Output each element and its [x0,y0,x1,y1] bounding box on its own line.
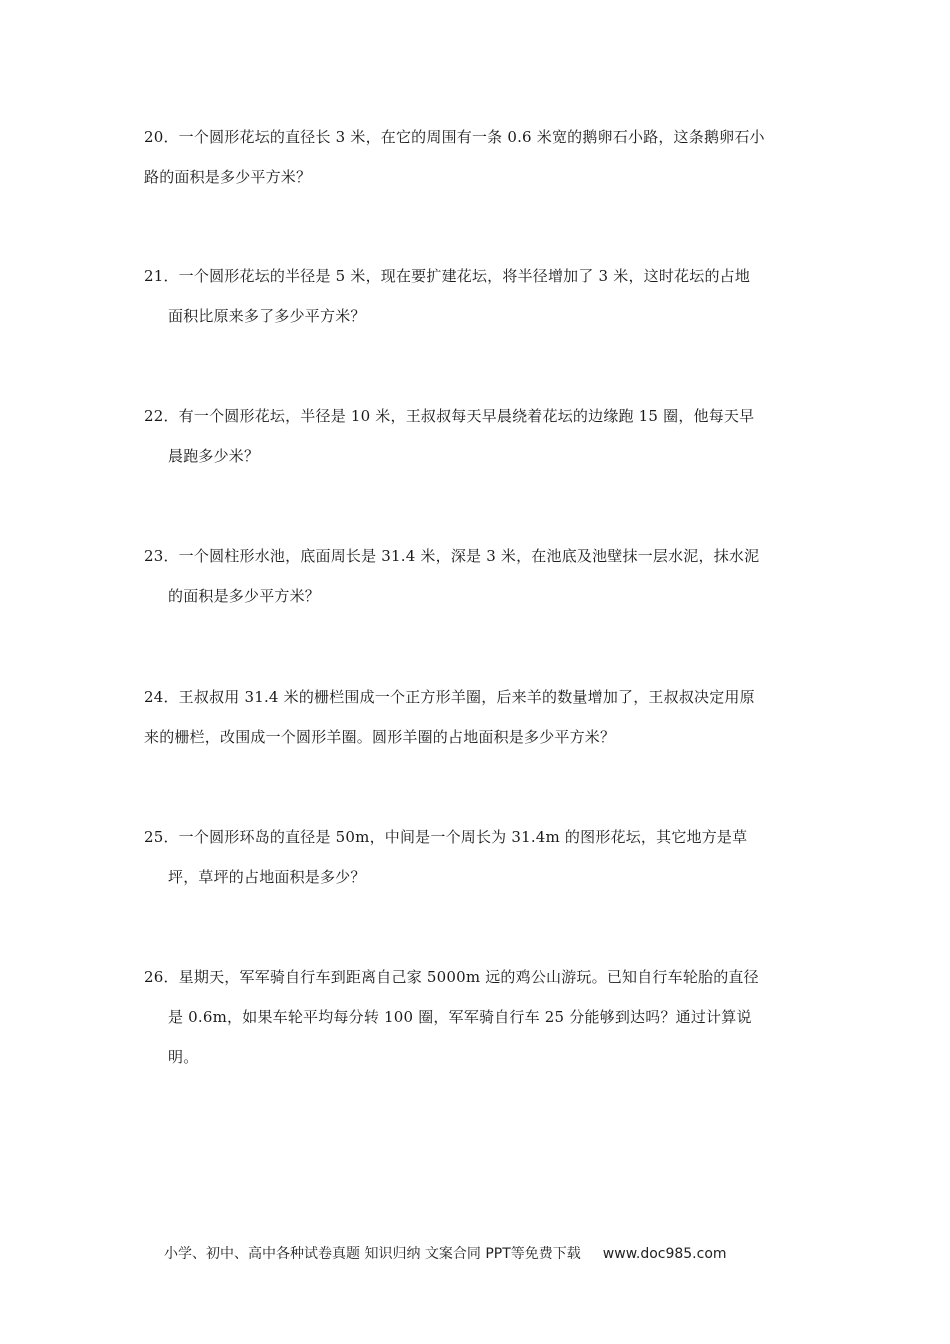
question-22 [144,396,808,476]
question-line: 面积比原来多了多少平方米？ [168,307,366,325]
question-line: 路的面积是多少平方米？ [144,168,312,186]
question-26 [144,957,808,1077]
question-line: 晨跑多少米？ [168,447,260,465]
footer-site-link[interactable]: www.doc985.com [602,1246,727,1262]
question-line: 25．一个圆形环岛的直径是 50m，中间是一个周长为 31.4m 的图形花坛，其它地方是草 [144,828,748,846]
question-23 [144,536,808,616]
question-line: 坪，草坪的占地面积是多少？ [168,868,366,886]
question-line: 是 0.6m，如果车轮平均每分转 100 圈，军军骑自行车 25 分能够到达吗？通过计算说 [168,1008,752,1026]
question-25 [144,817,808,897]
page-footer [164,1243,727,1263]
question-line: 20．一个圆形花坛的直径长 3 米，在它的周围有一条 0.6 米宽的鹅卵石小路，这条鹅卵石小 [144,128,765,146]
question-line: 26．星期天，军军骑自行车到距离自己家 5000m 远的鸡公山游玩。已知自行车轮胎的直径 [144,968,759,986]
question-line: 明。 [168,1048,199,1066]
question-line: 的面积是多少平方米？ [168,587,321,605]
question-line: 24．王叔叔用 31.4 米的栅栏围成一个正方形羊圈，后来羊的数量增加了，王叔叔决定用原 [144,688,755,706]
question-line: 23．一个圆柱形水池，底面周长是 31.4 米，深是 3 米，在池底及池壁抹一层水泥，抹水泥 [144,547,760,565]
question-line: 22．有一个圆形花坛，半径是 10 米，王叔叔每天早晨绕着花坛的边缘跑 15 圈，他每天早 [144,407,755,425]
question-24 [144,677,808,757]
question-line: 来的栅栏，改围成一个圆形羊圈。圆形羊圈的占地面积是多少平方米？ [144,728,616,746]
question-21 [144,256,808,336]
question-line: 21．一个圆形花坛的半径是 5 米，现在要扩建花坛，将半径增加了 3 米，这时花坛的占地 [144,267,751,285]
footer-text: 小学、初中、高中各种试卷真题 知识归纳 文案合同 PPT等免费下载 [164,1246,581,1262]
question-20 [144,117,808,197]
